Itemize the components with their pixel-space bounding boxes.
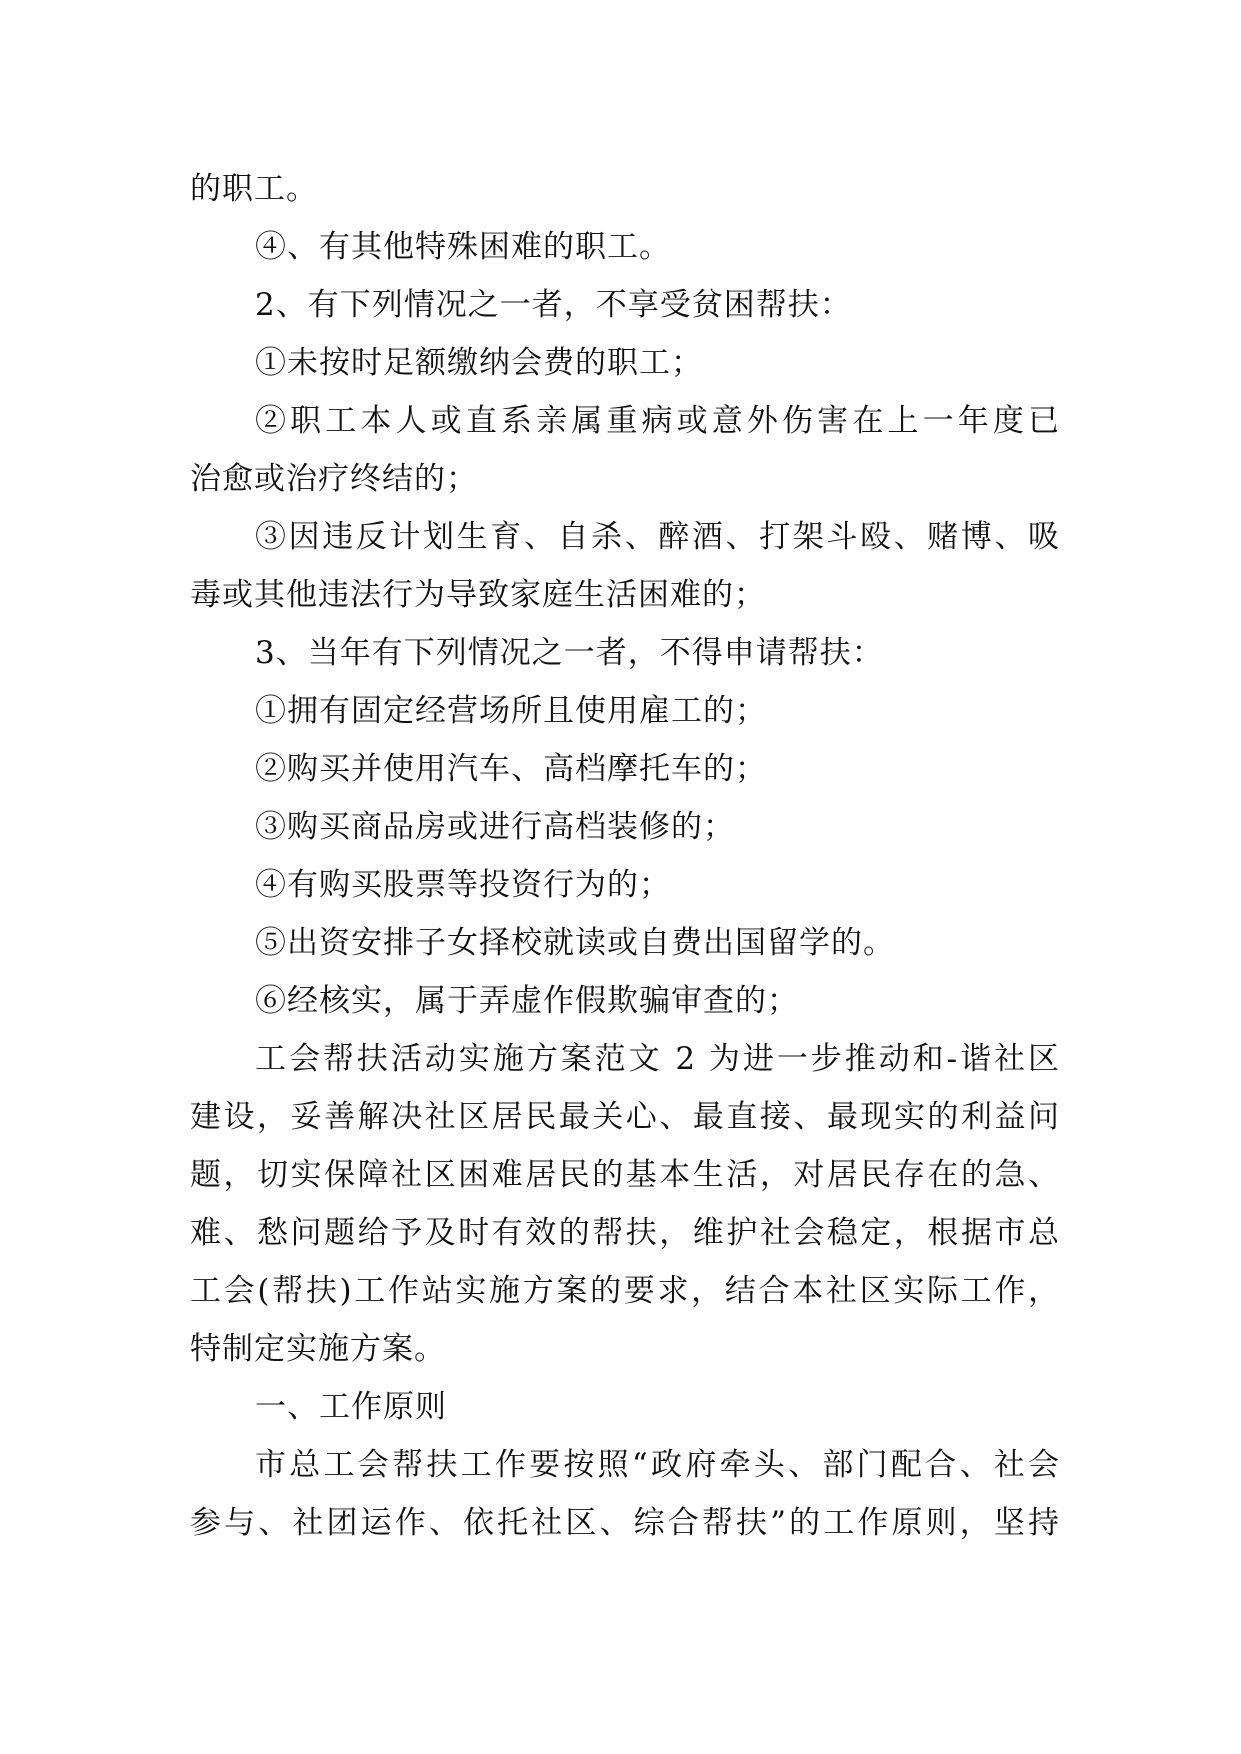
- text-line: ⑥经核实，属于弄虚作假欺骗审查的；: [255, 983, 799, 1019]
- text-line: 工会(帮扶)工作站实施方案的要求，结合本社区实际工作，: [190, 1273, 1060, 1309]
- text-line: 市总工会帮扶工作要按照“政府牵头、部门配合、社会: [255, 1447, 1060, 1483]
- document-body: [190, 160, 1060, 1552]
- text-line: ④、有其他特殊困难的职工。: [255, 229, 671, 265]
- text-line: 题，切实保障社区困难居民的基本生活，对居民存在的急、: [190, 1157, 1060, 1193]
- text-line: ①拥有固定经营场所且使用雇工的；: [255, 693, 767, 729]
- text-line: 建设，妥善解决社区居民最关心、最直接、最现实的利益问: [190, 1099, 1060, 1135]
- text-line: ⑤出资安排子女择校就读或自费出国留学的。: [255, 925, 895, 961]
- text-line: ③因违反计划生育、自杀、醉酒、打架斗殴、赌博、吸: [255, 519, 1060, 555]
- text-line: 2、有下列情况之一者，不享受贫困帮扶：: [255, 287, 852, 323]
- text-line: ③购买商品房或进行高档装修的；: [255, 809, 735, 845]
- text-line: ②购买并使用汽车、高档摩托车的；: [255, 751, 767, 787]
- text-line: 治愈或治疗终结的；: [190, 461, 478, 497]
- text-line: 工会帮扶活动实施方案范文 2 为进一步推动和-谐社区: [255, 1041, 1060, 1077]
- text-line: 特制定实施方案。: [190, 1331, 446, 1367]
- text-line: ②职工本人或直系亲属重病或意外伤害在上一年度已: [255, 403, 1060, 439]
- text-line: 毒或其他违法行为导致家庭生活困难的；: [190, 577, 766, 613]
- text-line: 参与、社团运作、依托社区、综合帮扶”的工作原则，坚持: [190, 1505, 1060, 1541]
- text-line: 3、当年有下列情况之一者，不得申请帮扶：: [255, 635, 884, 671]
- text-line: 难、愁问题给予及时有效的帮扶，维护社会稳定，根据市总: [190, 1215, 1060, 1251]
- text-line: 的职工。: [190, 171, 318, 207]
- text-line: ①未按时足额缴纳会费的职工；: [255, 345, 703, 381]
- text-line: ④有购买股票等投资行为的；: [255, 867, 671, 903]
- section-heading: 一、工作原则: [255, 1389, 447, 1425]
